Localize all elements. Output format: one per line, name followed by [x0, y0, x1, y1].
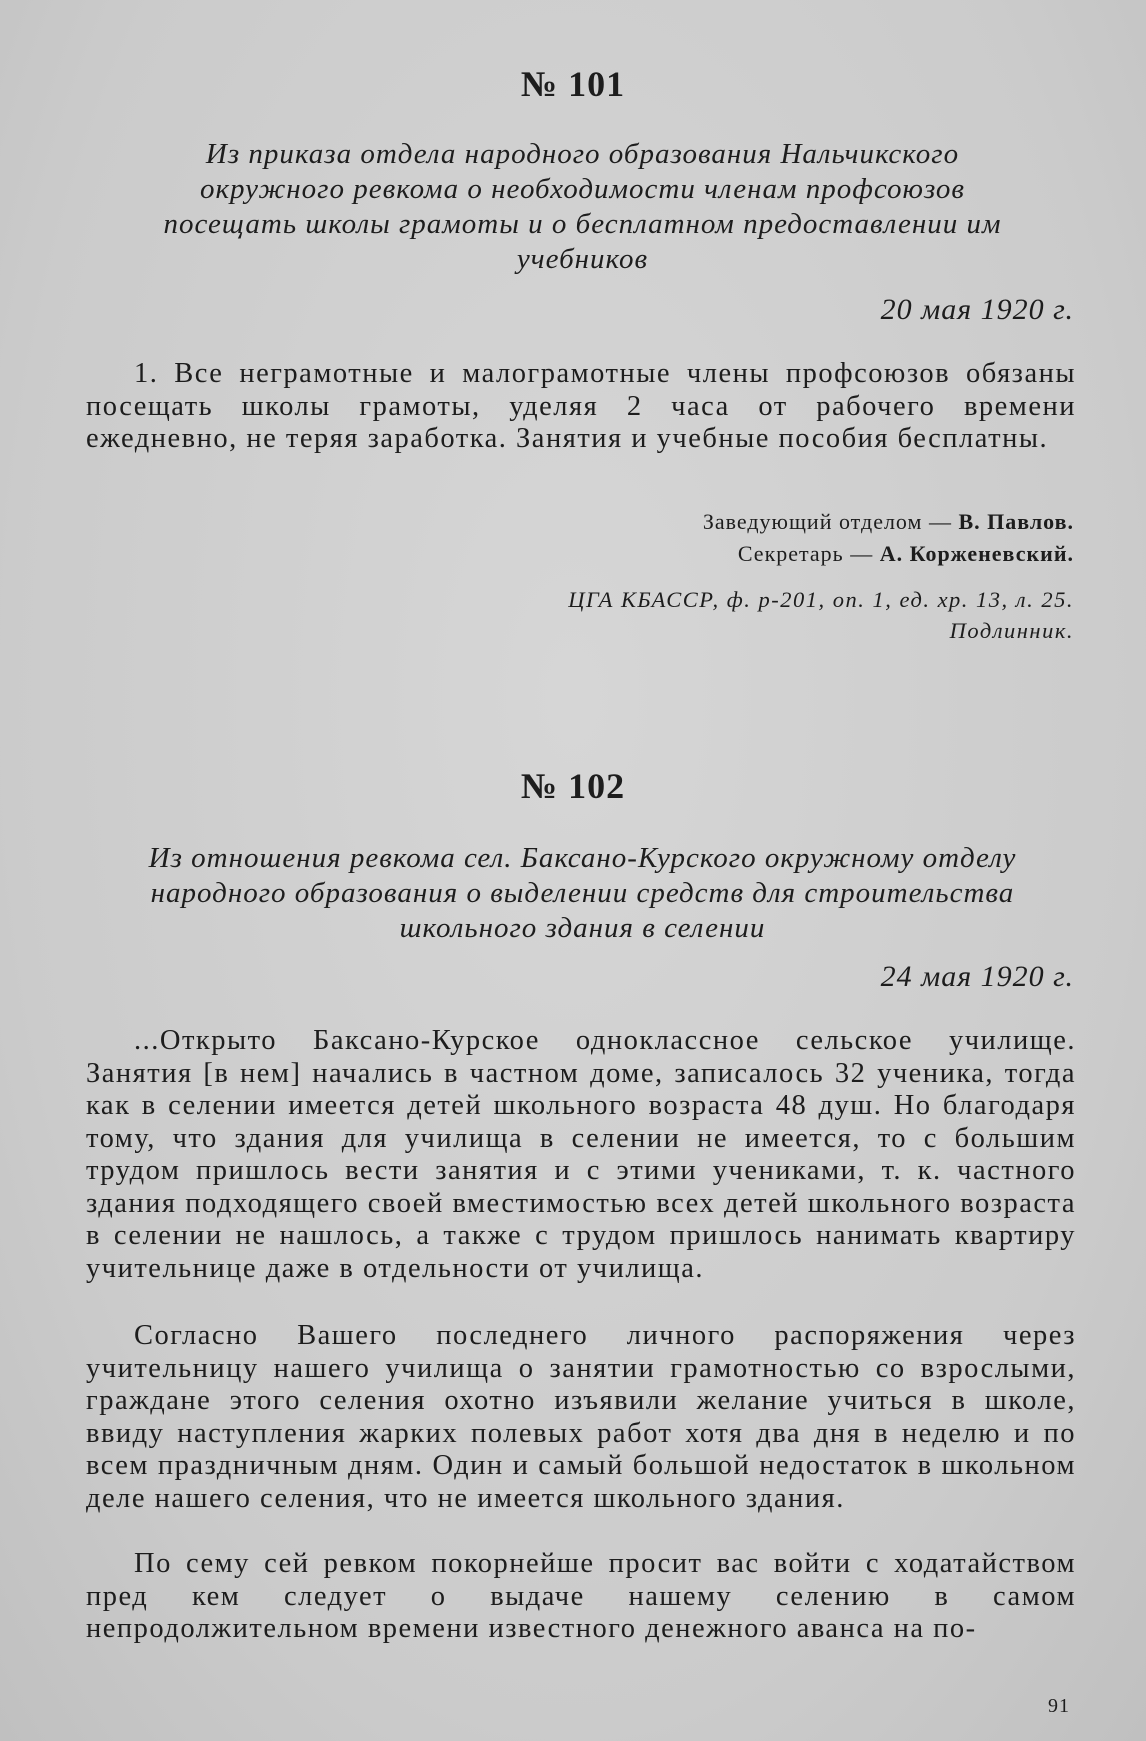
signature-line [703, 506, 1074, 538]
body-paragraph: Согласно Вашего последнего личного распоряжения через учительницу нашего училища о занятии грамотностью со взрослыми, граждане этого селения охотно изъявили желание учиться в школе, ввиду наступления жарких полевых работ хотя два дня в неделю и по всем праздничным дням. Один и самый большой недостаток в школьном деле нашего селения, что не имеется школьного здания. [86, 1320, 1076, 1514]
signature-role: Заведующий отделом — [702, 509, 952, 534]
document-number: № 102 [520, 766, 626, 806]
body-paragraph: По сему сей ревком покорнейше просит вас войти с ходатайством пред кем следует о выдаче нашему селению в самом непродолжительном времени известного денежного аванса на по- [86, 1548, 1076, 1644]
page-number: 91 [1048, 1695, 1070, 1717]
archive-note: Подлинник. [949, 618, 1074, 643]
archive-citation: ЦГА КБАССР, ф. р-201, оп. 1, ед. хр. 13, л. 25. [568, 587, 1074, 612]
document-heading: Из отношения ревкома сел. Баксано-Курского окружному отделу народного образования о выделении средств для строительства школьного здания в селении [148, 842, 1017, 944]
signature-block [703, 506, 1074, 570]
signature-line [703, 538, 1074, 570]
document-heading: Из приказа отдела народного образования Нальчикского окружного ревкома о необходимости членам профсоюзов посещать школы грамоты и о бесплатном предоставлении им учебников [163, 138, 1002, 275]
signature-name: А. Корженевский. [879, 541, 1074, 566]
archive-reference [568, 584, 1074, 646]
document-date: 24 мая 1920 г. [880, 960, 1074, 993]
body-paragraph: ...Открыто Баксано-Курское одноклассное сельское училище. Занятия [в нем] начались в частном доме, записалось 32 ученика, тогда как в селении имеется детей школьного возраста 48 душ. Но благодаря тому, что здания для училища в селении не имеется, то с большим трудом пришлось вести занятия и с этими учениками, т. к. частного здания подходящего своей вместимостью всех детей школьного возраста в селении не нашлось, а также с трудом пришлось нанимать квартиру учительнице даже в отдельности от училища. [86, 1025, 1076, 1284]
signature-name: В. Павлов. [958, 509, 1074, 534]
body-paragraph: 1. Все неграмотные и малограмотные члены профсоюзов обязаны посещать школы грамоты, уделяя 2 часа от рабочего времени ежедневно, не теряя заработка. Занятия и учебные пособия бесплатны. [86, 358, 1076, 454]
document-date: 20 мая 1920 г. [880, 293, 1074, 326]
signature-role: Секретарь — [737, 541, 874, 566]
document-number: № 101 [520, 64, 626, 104]
